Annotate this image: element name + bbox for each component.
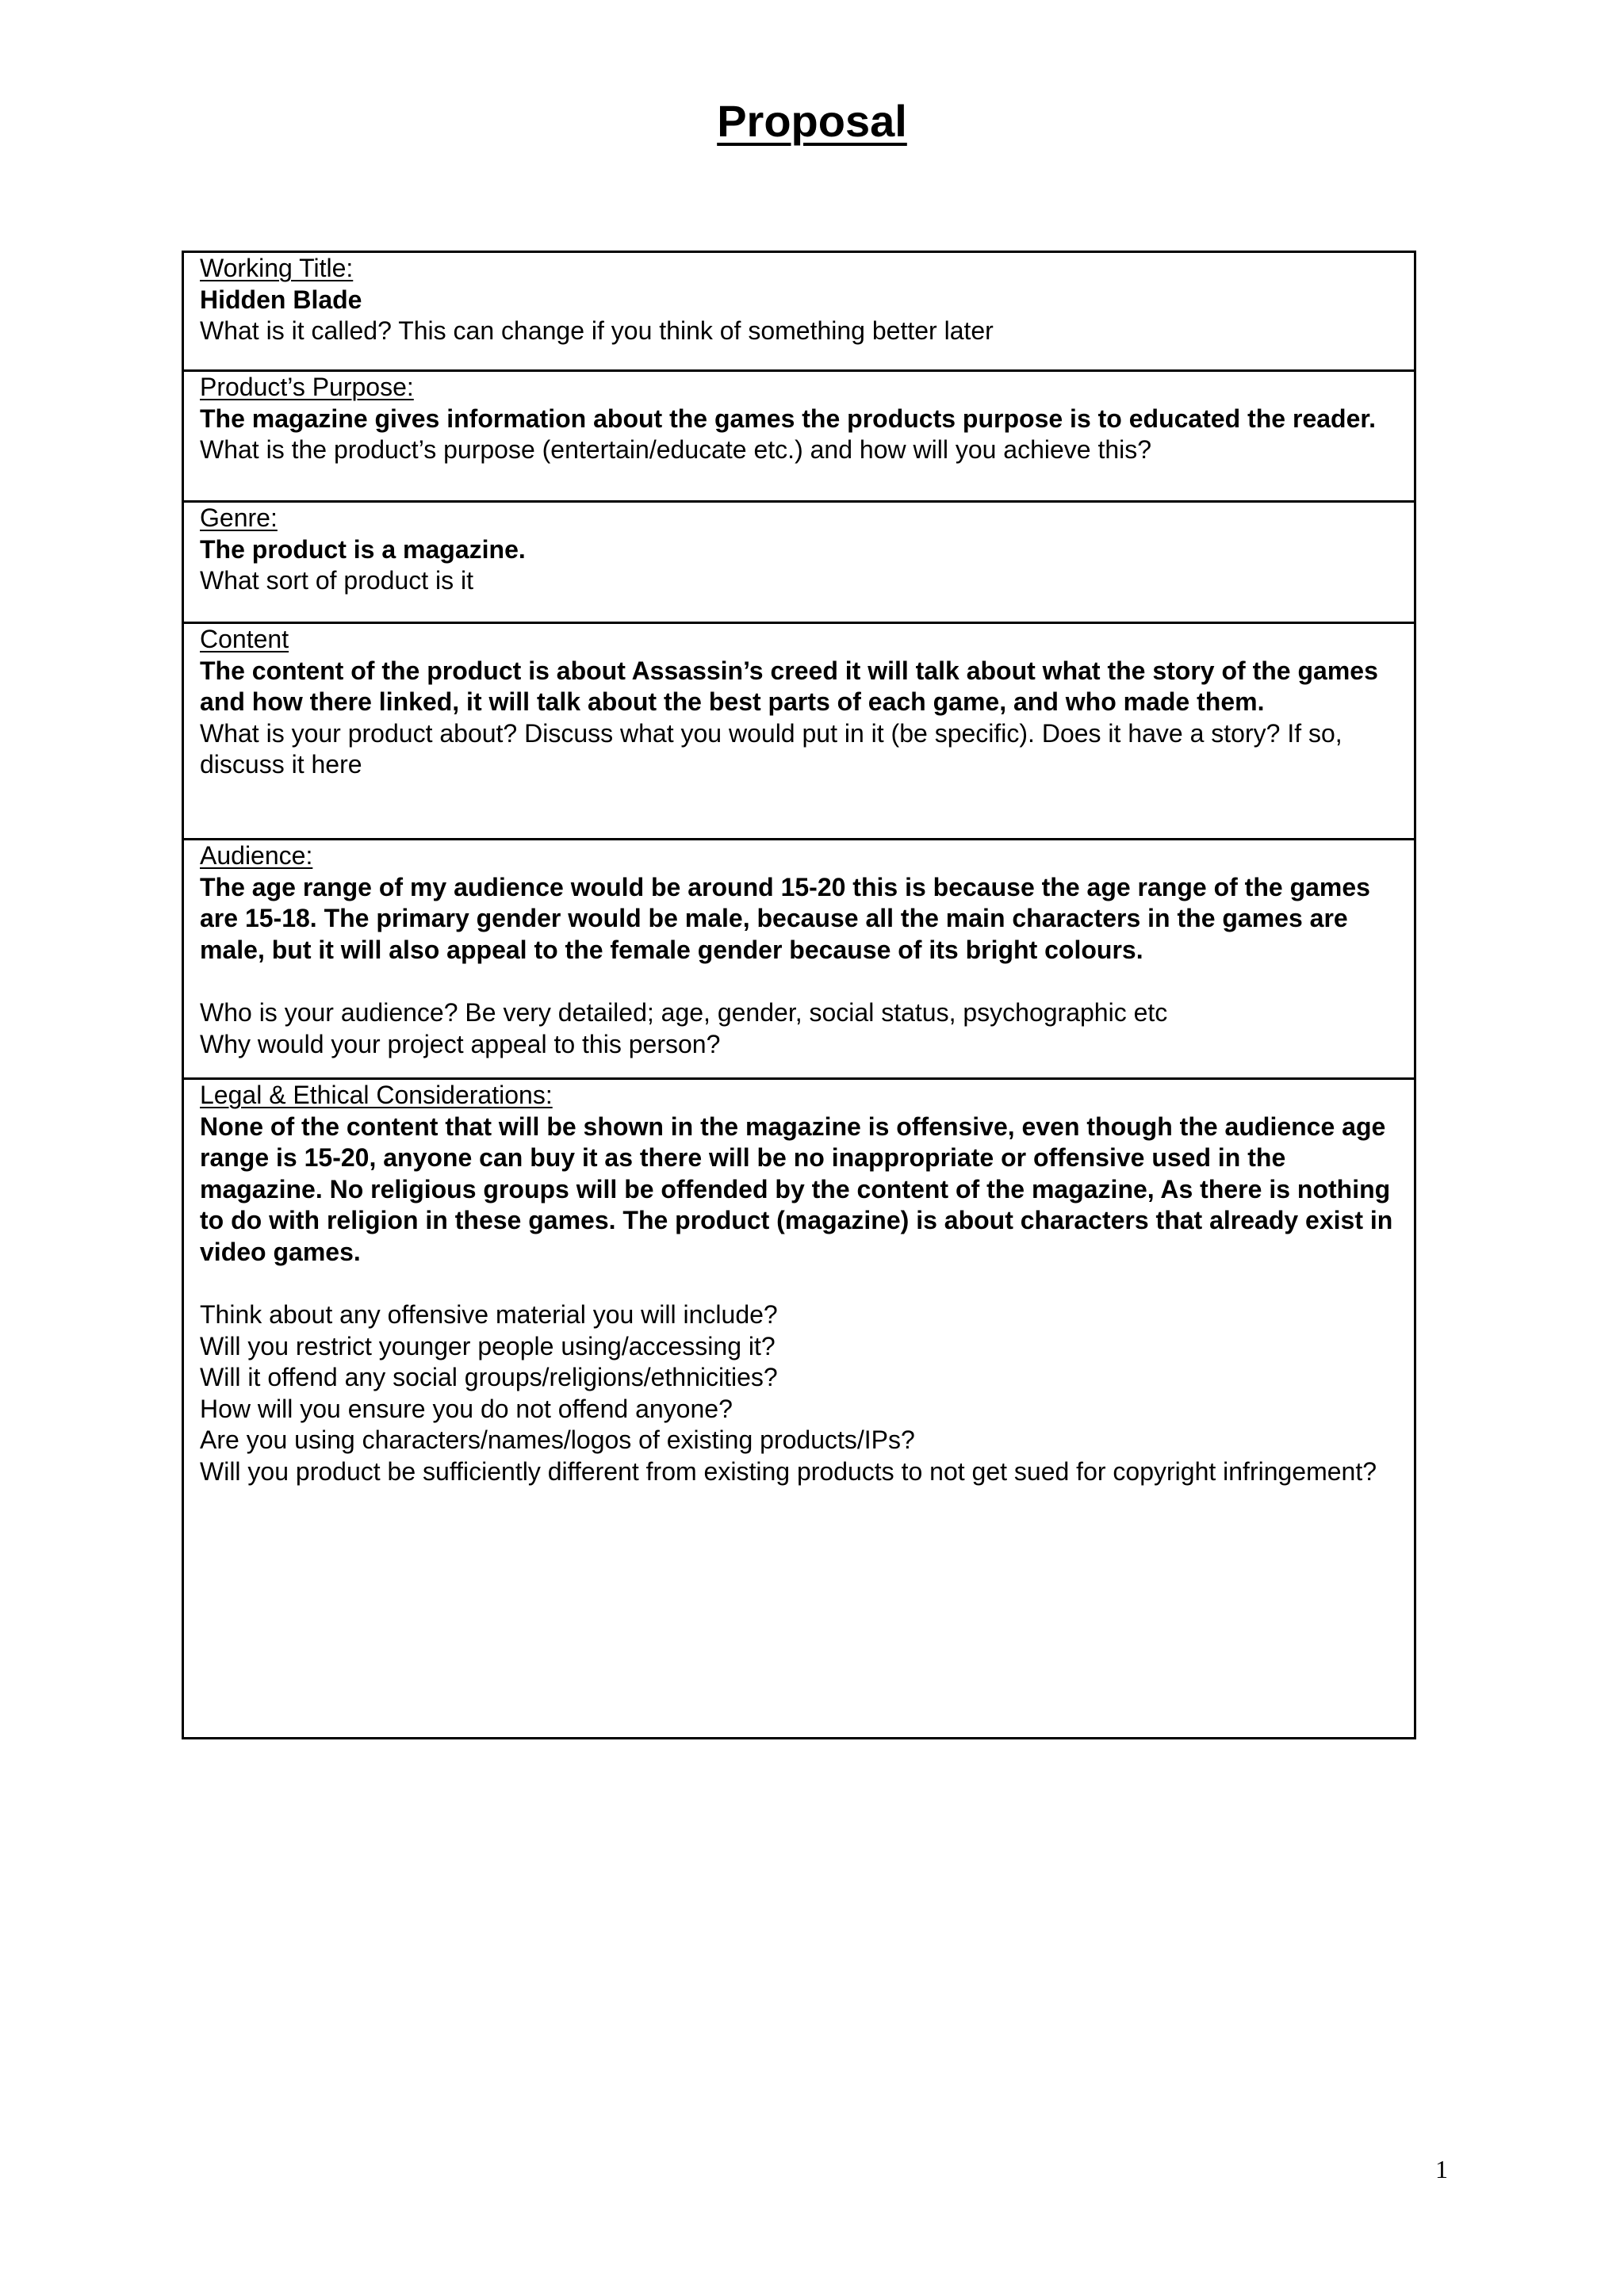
audience-label: Audience:	[200, 841, 313, 870]
genre-section	[184, 503, 1414, 624]
working-title-section	[184, 253, 1414, 372]
legal-prompt: Think about any offensive material you will include? Will you restrict younger people using/accessing it? Will it offend any social groups/religions/ethnicities? How will you ensure you do not offend anyone? Are you using characters/names/logos of existing products/IPs? Will you product be sufficiently different from existing products to not get sued for copyright infringement?	[200, 1300, 1377, 1486]
spacer	[200, 966, 1400, 997]
audience-prompt: Who is your audience? Be very detailed; age, gender, social status, psychographic etc Why would your project appeal to this person?	[200, 998, 1168, 1058]
genre-label: Genre:	[200, 503, 278, 532]
legal-section	[184, 1080, 1414, 1737]
spacer	[200, 1268, 1400, 1299]
content-prompt: What is your product about? Discuss what you would put in it (be specific). Does it have a story? If so, discuss it here	[200, 718, 1342, 779]
legal-answer: None of the content that will be shown in the magazine is offensive, even though the audience age range is 15-20, anyone can buy it as there will be no inappropriate or offensive used in the magazine. No religious groups will be offended by the content of the magazine, As there is nothing to do with religion in these games. The product (magazine) is about characters that already exist in video games.	[200, 1112, 1400, 1266]
purpose-answer: The magazine gives information about the games the products purpose is to educated the reader.	[200, 404, 1376, 433]
content-answer: The content of the product is about Assassin’s creed it will talk about what the story of the games and how there linked, it will talk about the best parts of each game, and who made them.	[200, 656, 1385, 716]
content-label: Content	[200, 625, 289, 653]
audience-answer: The age range of my audience would be around 15-20 this is because the age range of the games are 15-18. The primary gender would be male, because all the main characters in the games are male, but it will also appeal to the female gender because of its bright colours.	[200, 872, 1377, 964]
page-number: 1	[1435, 2155, 1448, 2183]
content-section	[184, 624, 1414, 840]
purpose-label: Product’s Purpose:	[200, 373, 414, 401]
legal-label: Legal & Ethical Considerations:	[200, 1081, 553, 1109]
working-title-answer: Hidden Blade	[200, 285, 362, 314]
page-title: Proposal	[717, 96, 907, 146]
working-title-label: Working Title:	[200, 254, 354, 282]
audience-section	[184, 840, 1414, 1080]
genre-answer: The product is a magazine.	[200, 534, 526, 564]
working-title-prompt: What is it called? This can change if you think of something better later	[200, 316, 994, 345]
purpose-prompt: What is the product’s purpose (entertain/educate etc.) and how will you achieve this?	[200, 435, 1152, 464]
proposal-table	[182, 251, 1416, 1739]
purpose-section	[184, 372, 1414, 503]
genre-prompt: What sort of product is it	[200, 566, 474, 595]
